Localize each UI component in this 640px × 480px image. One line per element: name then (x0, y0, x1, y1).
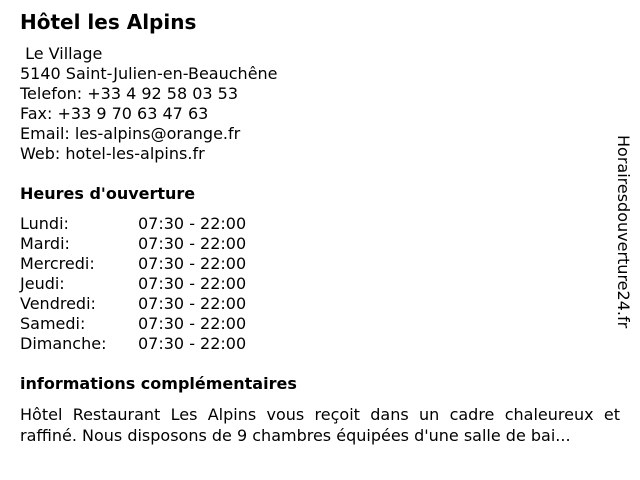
address-street: Le Village (20, 44, 103, 63)
time-range: 07:30 - 22:00 (138, 214, 247, 233)
hours-row-saturday (20, 314, 280, 334)
day-label: Lundi: (20, 214, 69, 233)
time-range: 07:30 - 22:00 (138, 334, 247, 353)
opening-hours-heading: Heures d'ouverture (20, 184, 196, 203)
additional-info-text: Hôtel Restaurant Les Alpins vous reçoit dans un cadre chaleureux et raffiné. Nous disposons de 9 chambres équipées d'une salle de bai... (20, 405, 620, 445)
time-range: 07:30 - 22:00 (138, 314, 247, 333)
hours-row-thursday (20, 274, 280, 294)
day-label: Jeudi: (20, 274, 65, 293)
hours-row-wednesday (20, 254, 280, 274)
day-label: Mardi: (20, 234, 70, 253)
fax-number: Fax: +33 9 70 63 47 63 (20, 104, 209, 123)
contact-block (20, 44, 278, 164)
website: Web: hotel-les-alpins.fr (20, 144, 205, 163)
day-label: Vendredi: (20, 294, 96, 313)
email-address: Email: les-alpins@orange.fr (20, 124, 241, 143)
time-range: 07:30 - 22:00 (138, 234, 247, 253)
additional-info-heading: informations complémentaires (20, 374, 297, 393)
time-range: 07:30 - 22:00 (138, 294, 247, 313)
site-brand-vertical: Horairesdouverture24.fr (614, 135, 633, 329)
hours-row-tuesday (20, 234, 280, 254)
phone-number: Telefon: +33 4 92 58 03 53 (20, 84, 239, 103)
opening-hours-table (20, 214, 280, 354)
hours-row-sunday (20, 334, 280, 354)
time-range: 07:30 - 22:00 (138, 274, 247, 293)
day-label: Samedi: (20, 314, 86, 333)
address-city: 5140 Saint-Julien-en-Beauchêne (20, 64, 278, 83)
hours-row-monday (20, 214, 280, 234)
day-label: Dimanche: (20, 334, 107, 353)
business-name: Hôtel les Alpins (20, 10, 197, 34)
day-label: Mercredi: (20, 254, 95, 273)
hours-row-friday (20, 294, 280, 314)
time-range: 07:30 - 22:00 (138, 254, 247, 273)
